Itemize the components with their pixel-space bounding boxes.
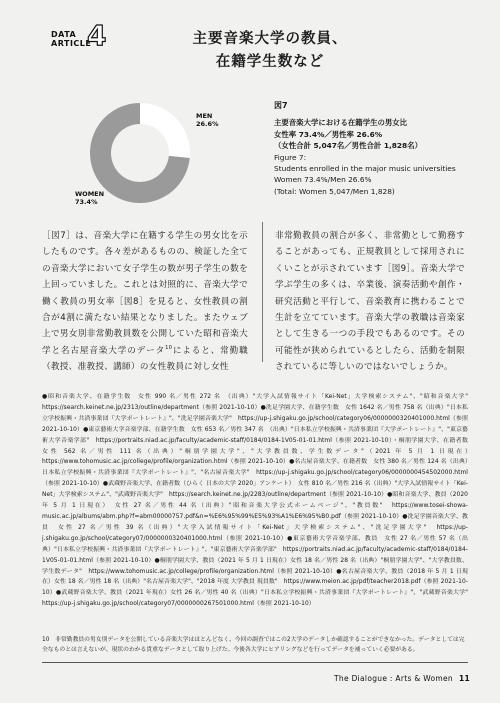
footnote-10: 10 非常勤教員の男女別データを公開している音楽大学はほとんどなく、今回の調査ではこの2大学のデータしか確認することができなかった。データとしては完全なものとは言えないが、現状のわかる貴重なデータとして取り上げた。今後各大学にヒアリングなどを行ってデータを補っていく必要がある。 — [42, 637, 465, 653]
tag-line-data: DATA — [51, 30, 77, 39]
page-number: 11 — [458, 674, 470, 683]
source-notes: ●昭和音楽大学、在籍学生数 女性 990 名／男性 272 名 （出典）"大学入試情報サイト「Kei-Net」大学検索システム"、"昭和音楽大学" https://search.keinet.ne.jp/2313/outline/department（参照 2021-10-10）●洗足学園大学、在籍学生数 女性 1642 名／男性 758 名（出典）"日本私立学校振興・共済事業団『大学ポートレート』"、"洗足学園音楽大学" https://up-j.shigaku.go.jp/school/category06/0000000320401000.html（参照 2021-10-10）●東京藝術大学音楽学部、在籍学生数 女性 653 名／男性 347 名 （出典）"日本私立学校振興・共済事業団『大学ポートレート』"、"東京藝術大学音楽学部" https://portraits.niad.ac.jp/faculty/academic-staff/0184/0184-1V05-01-01.html（参照 2021-10-10）・桐朋学園大学、在籍者数 女性 562 名／男性 111 名（出典）"桐朋学園大学"、"大学教員数、学生数データ"（2021 年 5 月 1 日現在） https://www.tohomusic.ac.jp/college/profile/organization.html（参照 2021-10-10）●名古屋音楽大学、在籍者数 女性 380 名／男性 124 名（出典）日本私立学校振興・共済事業団『大学ポートレート』"、"名古屋音楽大学" https://up-j.shigaku.go.jp/school/category06/0000000454502000.html（参照 2021-10-10）●武蔵野音楽大学、在籍者数（ひらく 日本の大学 2020」アンケート） 女性 810 名／男性 216 名（出典）"大学入試情報サイト「Kei-Net」大学検索システム"、"武蔵野音楽大学" https://search.keinet.ne.jp/2283/outline/department（参照 2021-10-10）●昭和音楽大学、教員（2020 年 5 月 1 日現在） 女性 27 名／男性 44 名（出典）"昭和音楽大学公式ホームページ"、"教員数" https://www.tosei-showa-music.ac.jp/albums/abm.php?f=abm00000757.pdf&n=%E6%95%99%E5%93%A1%E6%95%B0.pdf（参照 2021-10-10）●洗足学園音楽大学、教員 女性 27 名／男性 39 名（出典）"大学入試情報サイト「Kei-Net」大学検索システム"、"洗足学園大学" https://up-j.shigaku.go.jp/school/category07/0000000320401000.html（参照 2021-10-10）●東京藝術大学音楽学部、教員 女性 27 名／男性 57 名（出典）"日本私立学校振興・共済事業団『大学ポートレート』"、"東京藝術大学音楽学部" https://portraits.niad.ac.jp/faculty/academic-staff/0184/0184-1V05-01-01.html（参照 2021-10-10）●桐朋学園大学、教員（2021 年 5 月 1 日現在）女性 18 名／男性 28 名（出典）"桐朋学園大学"、"大学教員数、学生数データ" https://www.tohomusic.ac.jp/college/profile/organization.html（参照 2021-10-10）●名古屋音楽大学、教員（2018 年 5 月 1 日現在）女性 18 名／男性 18 名（出典）"名古屋音楽大学"、"2018 年度 大学教員 現員数" https://www.meion.ac.jp/pdf/teacher2018.pdf（参照 2021-10-10）●武蔵野音楽大学、教員（2021 年現在）女性 26 名／男性 40 名（出典）"日本私立学校振興・共済事業団『大学ポートレート』"、"武蔵野音楽大学" https://up-j.shigaku.go.jp/school/category07/0000000267501000.html（参照 2021-10-10） — [42, 393, 474, 608]
caption-ja-title: 主要音楽大学における在籍学生の男女比 — [274, 118, 408, 128]
publication-title: The Dialogue : Arts & Women — [334, 674, 453, 683]
donut-label-women: WOMEN 73.4% — [75, 190, 105, 206]
caption-ja-rates: 女性率 73.4%／男性率 26.6% — [274, 129, 383, 139]
body-text-right: 非常勤教員の割合が多く、非常勤として勤務することがあっても、正規教員として採用されにくいことが示されています［図9］。音楽大学で学ぶ学生の多くは、卒業後、演奏活動や創作・研究活動と平行して、音楽教育に携わることで生計を立てています。音楽大学の教職は音楽家として生きる一つの手段でもあるのです。その可能性が狭められているとしたら、活動を制限されているに等しいのではないでしょうか。 — [275, 231, 465, 373]
caption-en-title: Students enrolled in the major music universities — [274, 164, 456, 174]
footer-divider — [42, 662, 468, 663]
caption-en-totals: (Total: Women 5,047/Men 1,828) — [274, 186, 395, 196]
article-number: 4 — [87, 19, 107, 52]
title-line-1: 主要音楽大学の教員、 — [192, 31, 348, 47]
caption-ja-totals: （女性合計 5,047名／男性合計 1,828名） — [274, 141, 422, 151]
caption-en-rates: Women 73.4%/Men 26.6% — [274, 175, 372, 185]
figure-label: 図7 — [274, 101, 288, 110]
donut-label-men: MEN 26.6% — [196, 112, 219, 128]
running-footer — [334, 674, 470, 683]
column-divider — [262, 222, 263, 362]
tag-line-article: ARTICLE — [51, 39, 92, 48]
body-left-part-a: ［図7］は、音楽大学に在籍する学生の男女比を示したものです。各々差があるものの、検証した全ての音楽大学において女子学生の数が男子学生の数を上回っていました。これとは対照的に、音楽大学で働く教員の男女率［図8］を見ると、女性教員の割合が4割に満たない結果となりました。またウェブ上で男女別非常勤教員数を公開していた昭和音楽大学と名古屋音楽大学のデータ — [42, 231, 248, 356]
footnote-ref: 10 — [165, 344, 173, 351]
body-left-part-b: によると、常勤職（教授、准教授、講師）の女性教員に対し女性 — [42, 345, 248, 373]
figure-caption — [274, 100, 474, 197]
title-line-2: 在籍学生数など — [215, 54, 325, 70]
donut-slice-men — [140, 103, 190, 158]
caption-en-label: Figure 7: — [274, 152, 307, 162]
body-text-left — [42, 228, 248, 376]
